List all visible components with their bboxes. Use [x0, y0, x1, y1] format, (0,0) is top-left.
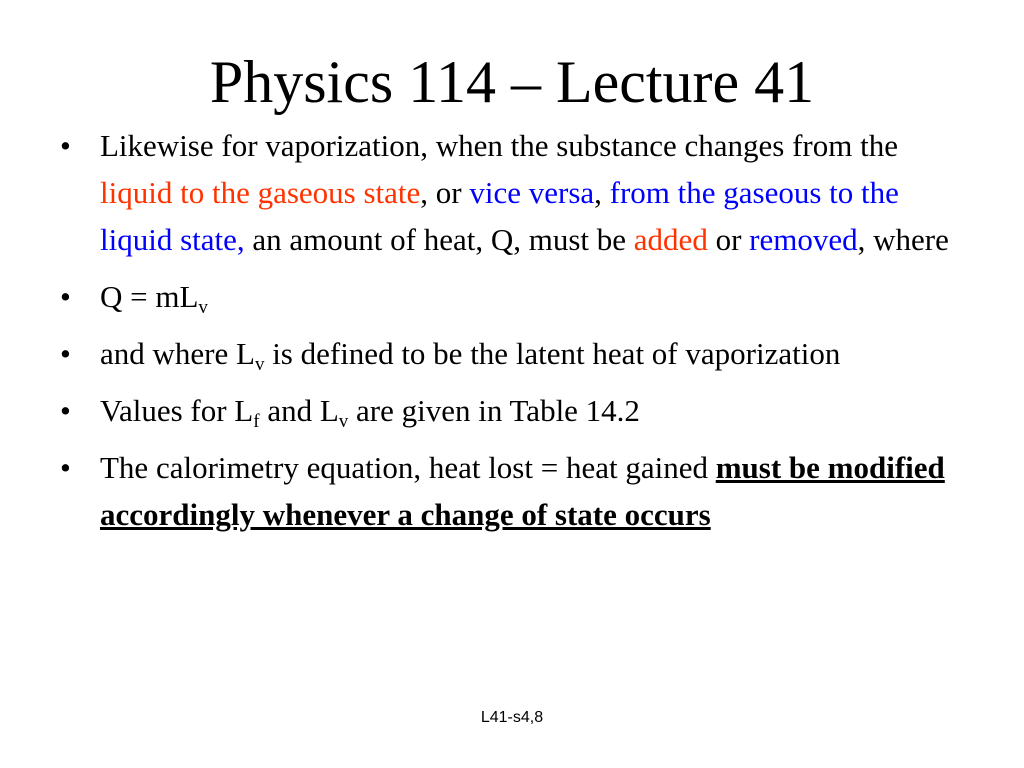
highlight-removed: removed: [749, 222, 858, 257]
bullet-calorimetry: [60, 444, 960, 538]
highlight-vice-versa: vice versa: [469, 175, 595, 210]
text-segment: Likewise for vaporization, when the substance changes from the: [100, 128, 898, 163]
highlight-added: added: [633, 222, 708, 257]
bullet-marker: •: [60, 128, 71, 163]
text-segment: and L: [259, 393, 339, 428]
text-segment: or: [707, 222, 750, 257]
bullet-vaporization: [60, 122, 960, 263]
text-segment: ,: [594, 175, 610, 210]
text-segment: , or: [420, 175, 470, 210]
bullet-marker: •: [60, 336, 71, 371]
text-segment: Values for L: [100, 393, 254, 428]
text-segment: The calorimetry equation, heat lost = heat gained: [100, 450, 716, 485]
bullet-latent-heat-definition: [60, 330, 960, 377]
text-segment: is defined to be the latent heat of vaporization: [264, 336, 841, 371]
bullet-marker: •: [60, 279, 71, 314]
slide-footer: L41-s4,8: [480, 709, 544, 726]
equation-text: Q = mL: [100, 279, 199, 314]
highlight-liquid-to-gas: liquid to the gaseous state: [100, 175, 421, 210]
subscript-v: v: [338, 411, 349, 432]
subscript-f: f: [253, 411, 260, 432]
text-segment: are given in Table 14.2: [348, 393, 640, 428]
emphasis-change-of-state: must be modified accordingly whenever a change of state occurs: [100, 450, 945, 532]
bullet-marker: •: [60, 450, 71, 485]
highlight-gas-to-liquid: from the gaseous to the liquid state,: [100, 175, 899, 257]
bullet-table-reference: [60, 387, 960, 434]
text-segment: an amount of heat, Q, must be: [244, 222, 634, 257]
bullet-marker: •: [60, 393, 71, 428]
slide-title: Physics 114 – Lecture 41: [209, 49, 815, 115]
text-segment: and where L: [100, 336, 255, 371]
bullet-equation: [60, 273, 960, 320]
bullet-list: [60, 122, 960, 548]
subscript-v: v: [254, 354, 265, 375]
subscript-v: v: [198, 297, 208, 318]
text-segment: , where: [857, 222, 949, 257]
